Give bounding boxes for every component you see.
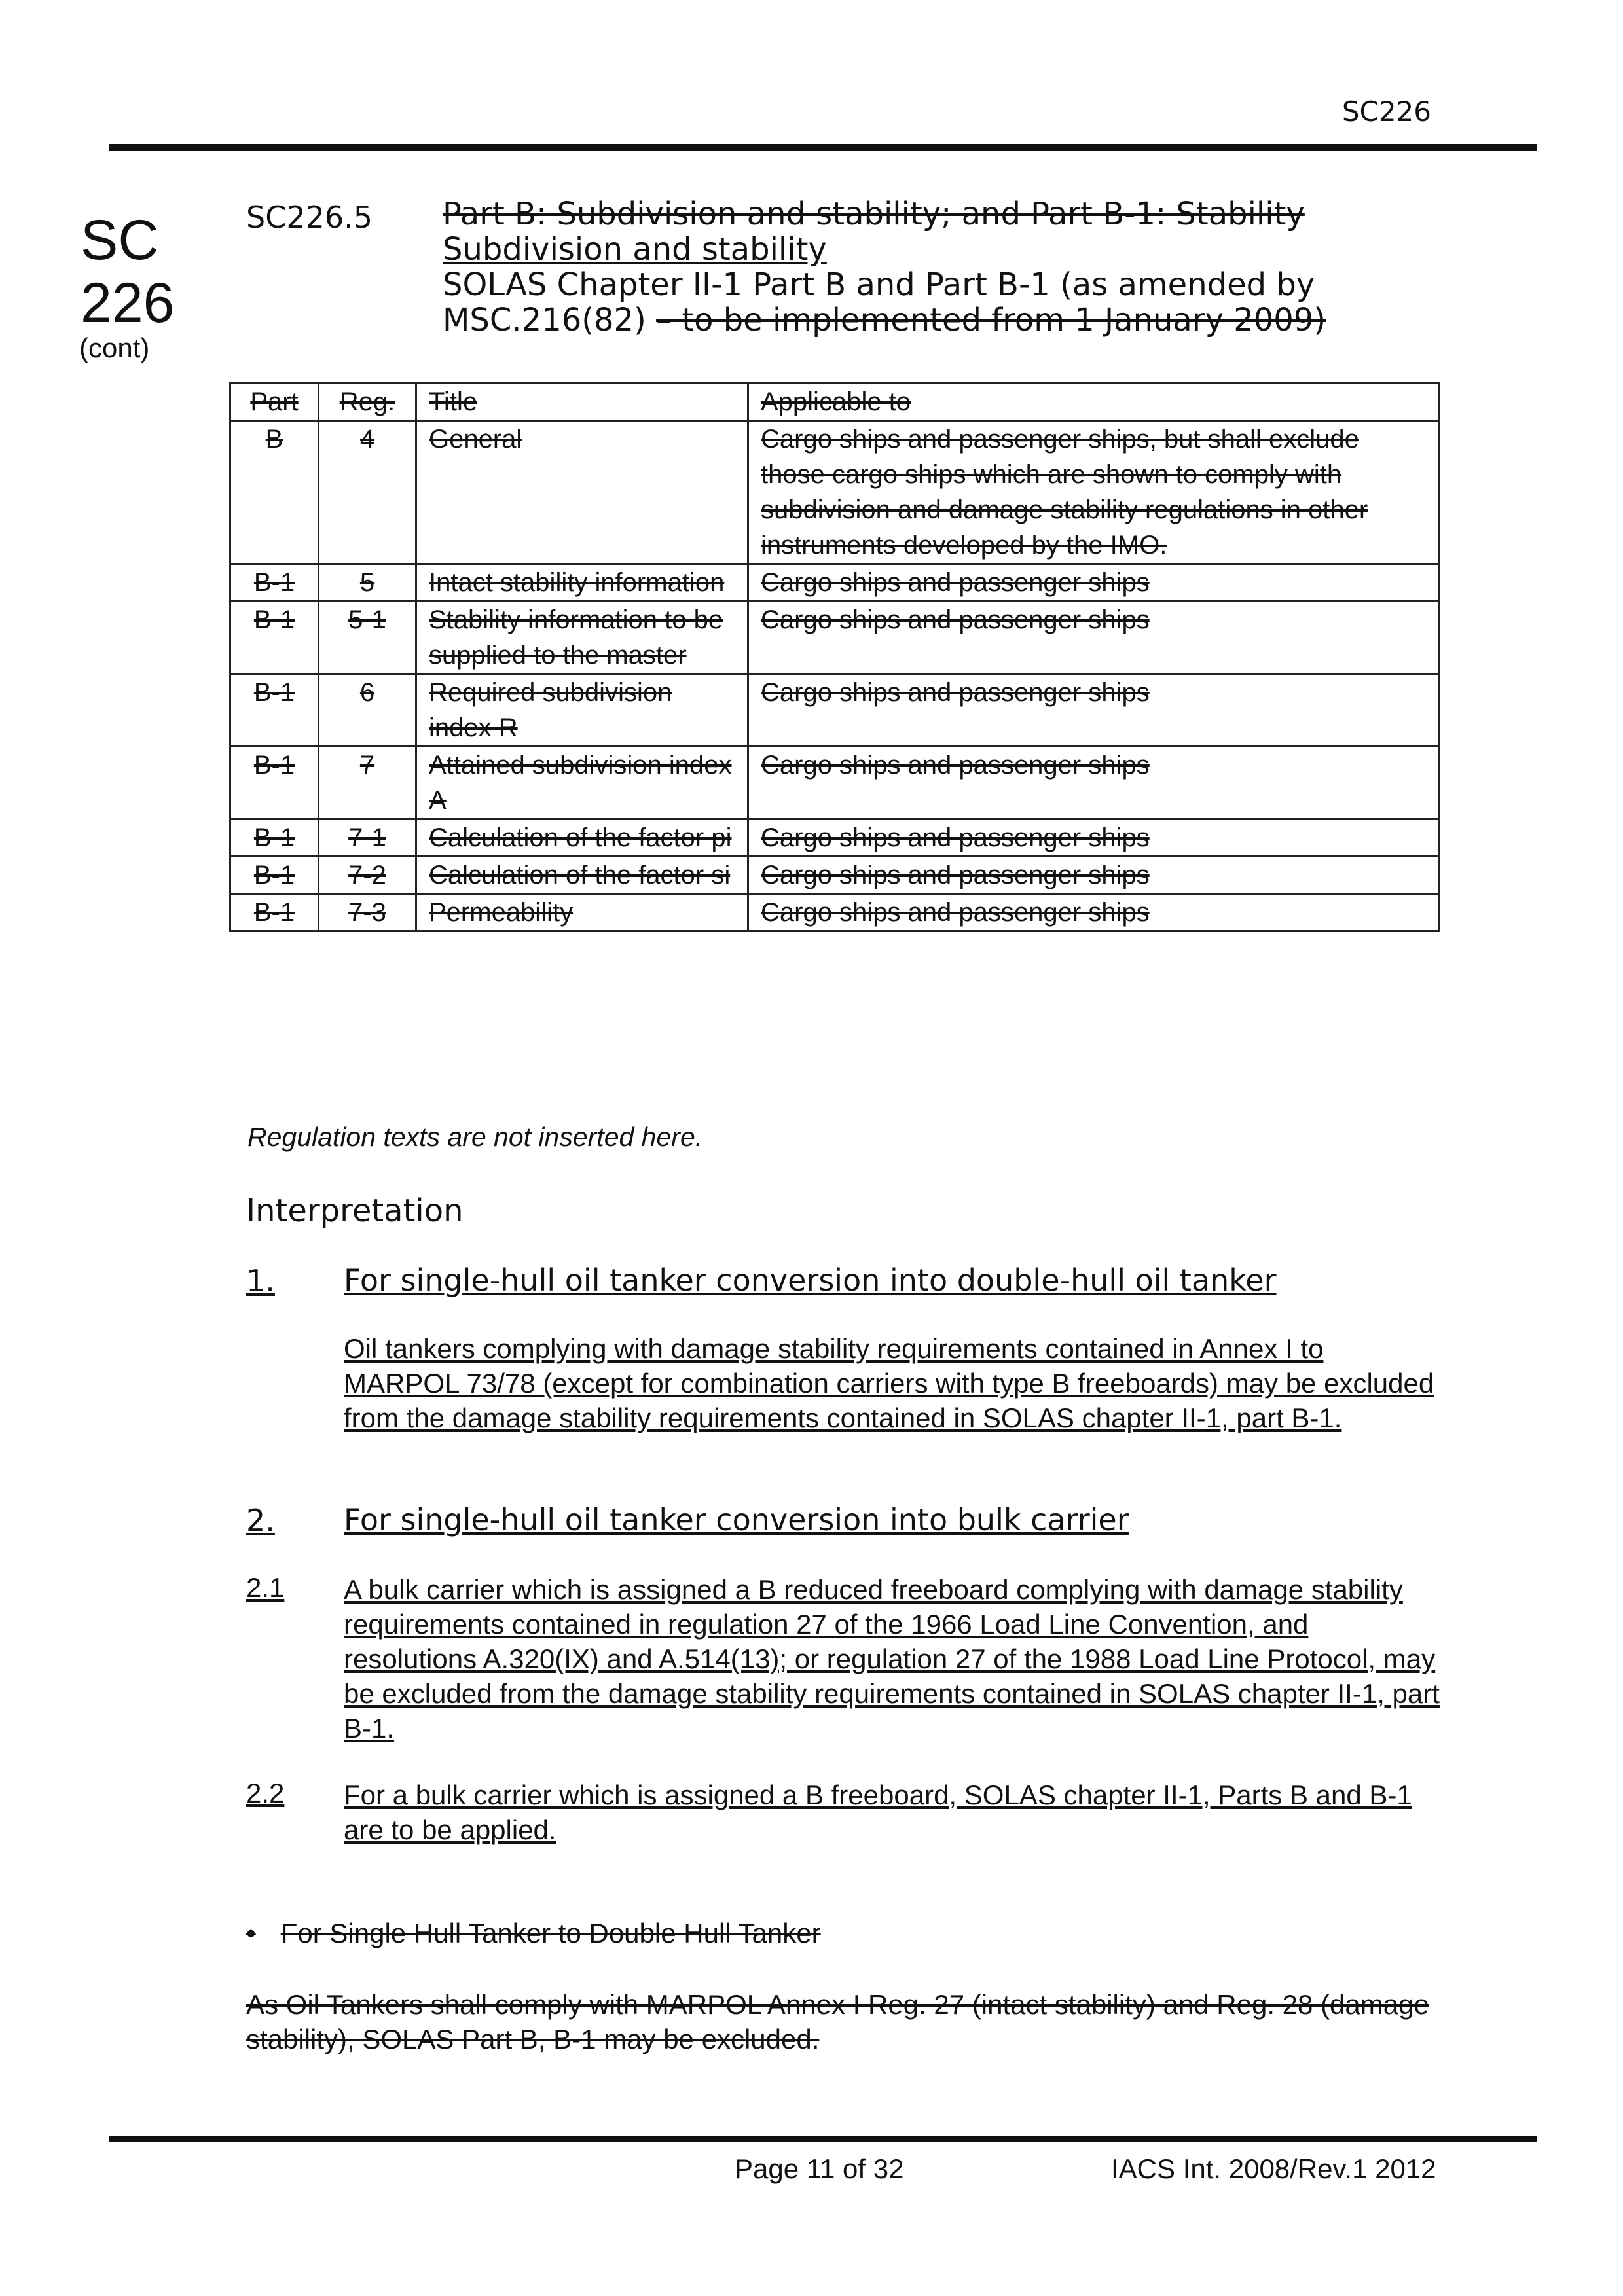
table-row [230,894,1440,931]
footer-reference: IACS Int. 2008/Rev.1 2012 [1111,2153,1436,2184]
table-row [230,819,1440,857]
header-code: SC226 [1341,96,1431,128]
cell-title: Calculation of the factor pi [416,819,748,857]
table-row [230,421,1440,564]
cell-title: General [416,421,748,564]
item-2-1-body: A bulk carrier which is assigned a B reduced freeboard complying with damage stability requirements contained in regulation 27 of the 1966 Load Line Convention, and resolutions A.320(IX) and A.514(13); or regulation 27 of the 1988 Load Line Protocol, may be excluded from the damage stability requirements contained in SOLAS chapter II-1, part B-1. [344,1574,1440,1744]
section-title-deleted: Part B: Subdivision and stability; and Part B-1: Stability [443,196,1305,232]
table-row [230,674,1440,747]
section-subtitle-line2 [443,302,1326,338]
footer-page-number: Page 11 of 32 [735,2153,904,2184]
cell-part: B-1 [230,747,319,819]
cell-title: Calculation of the factor si [416,857,748,894]
cell-applicable: Cargo ships and passenger ships [748,601,1440,674]
section-subtitle-deleted: – to be implemented from 1 January 2009) [656,302,1326,338]
cell-applicable: Cargo ships and passenger ships [748,747,1440,819]
cell-title: Attained subdivision index A [416,747,748,819]
cell-title: Permeability [416,894,748,931]
table-header-row [230,384,1440,421]
table-row [230,601,1440,674]
cell-applicable: Cargo ships and passenger ships [748,674,1440,747]
cell-reg: 7-2 [319,857,416,894]
section-title-inserted: Subdivision and stability [443,231,827,268]
deleted-bullet-line [246,1918,821,1949]
item-2-2-number: 2.2 [246,1778,285,1808]
cell-applicable: Cargo ships and passenger ships [748,819,1440,857]
deleted-bullet-text: For Single Hull Tanker to Double Hull Tanker [280,1918,821,1948]
header-rule [109,144,1537,151]
cell-part: B-1 [230,819,319,857]
margin-cont-label: (cont) [79,332,150,363]
table-row [230,747,1440,819]
item-2-1-number: 2.1 [246,1572,285,1603]
item-2-heading: For single-hull oil tanker conversion into bulk carrier [344,1502,1129,1537]
cell-title: Intact stability information [416,564,748,601]
item-1-body: Oil tankers complying with damage stability requirements contained in Annex I to MARPOL 73/78 (except for combination carriers with type B freeboards) may be excluded from the damage stability requirements contained in SOLAS chapter II-1, part B-1. [344,1333,1434,1433]
regulation-table [229,382,1440,932]
cell-applicable: Cargo ships and passenger ships [748,857,1440,894]
table-row [230,564,1440,601]
footer-rule [109,2136,1537,2142]
bullet-icon: • [246,1918,256,1948]
col-header-part: Part [230,384,319,421]
cell-reg: 7-3 [319,894,416,931]
col-header-applicable: Applicable to [748,384,1440,421]
cell-reg: 5 [319,564,416,601]
margin-number-label: 226 [81,272,175,334]
interpretation-heading: Interpretation [246,1193,464,1229]
table-row [230,857,1440,894]
item-1-number: 1. [246,1263,275,1299]
col-header-title: Title [416,384,748,421]
cell-title: Stability information to be supplied to the master [416,601,748,674]
cell-reg: 7-1 [319,819,416,857]
cell-part: B-1 [230,894,319,931]
section-subtitle-prefix: MSC.216(82) [443,302,657,338]
cell-reg: 5-1 [319,601,416,674]
col-header-reg: Reg. [319,384,416,421]
cell-applicable: Cargo ships and passenger ships, but shall exclude those cargo ships which are shown to comply with subdivision and damage stability regulations in other instruments developed by the IMO. [748,421,1440,564]
cell-reg: 6 [319,674,416,747]
cell-part: B-1 [230,857,319,894]
cell-applicable: Cargo ships and passenger ships [748,564,1440,601]
cell-title: Required subdivision index R [416,674,748,747]
cell-part: B-1 [230,674,319,747]
deleted-paragraph: As Oil Tankers shall comply with MARPOL Annex I Reg. 27 (intact stability) and Reg. 28 (damage stability), SOLAS Part B, B-1 may be excluded. [246,1989,1429,2054]
cell-reg: 7 [319,747,416,819]
item-1-heading: For single-hull oil tanker conversion into double-hull oil tanker [344,1263,1277,1298]
section-subtitle-line1: SOLAS Chapter II-1 Part B and Part B-1 (as amended by [443,266,1315,303]
cell-part: B-1 [230,601,319,674]
section-title-block [443,196,1326,338]
cell-part: B [230,421,319,564]
cell-applicable: Cargo ships and passenger ships [748,894,1440,931]
item-2-2-body: For a bulk carrier which is assigned a B freeboard, SOLAS chapter II-1, Parts B and B-1 are to be applied. [344,1780,1412,1845]
margin-sc-label: SC [81,209,159,272]
cell-reg: 4 [319,421,416,564]
regulation-note: Regulation texts are not inserted here. [247,1122,703,1152]
item-2-number: 2. [246,1503,275,1538]
section-number: SC226.5 [246,200,373,235]
cell-part: B-1 [230,564,319,601]
